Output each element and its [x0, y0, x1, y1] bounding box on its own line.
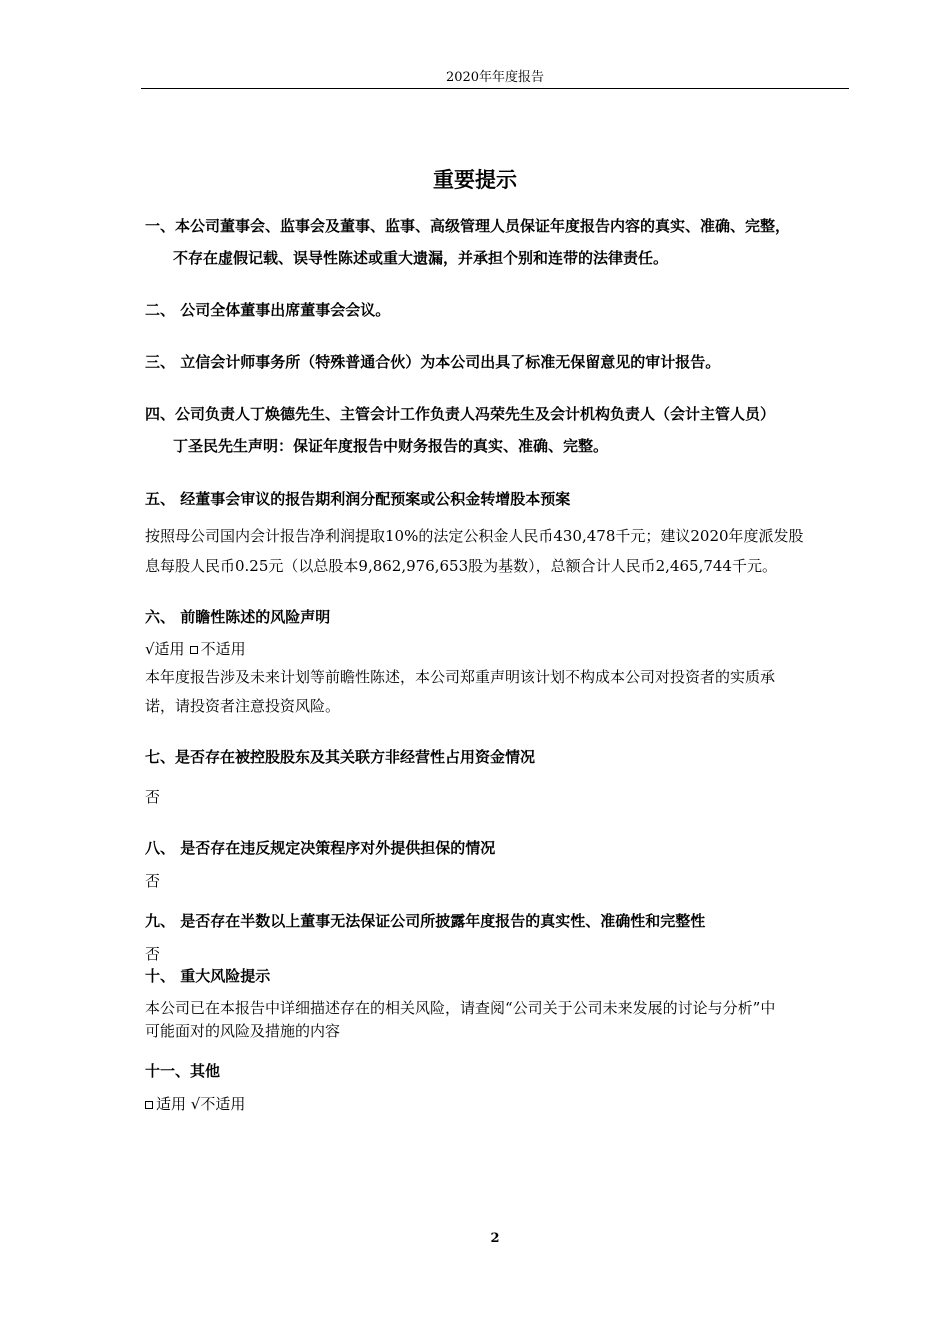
section-11-heading: 十一、其他	[145, 1062, 221, 1080]
applicable-checked-label: √适用	[145, 640, 185, 658]
section-4-line-2: 丁圣民先生声明：保证年度报告中财务报告的真实、准确、完整。	[173, 437, 609, 455]
section-10-line-2: 可能面对的风险及措施的内容	[145, 1022, 341, 1040]
section-1-line-1: 一、本公司董事会、监事会及董事、监事、高级管理人员保证年度报告内容的真实、准确、完整，	[145, 217, 791, 235]
page-title: 重要提示	[433, 167, 517, 192]
section-10-heading: 十、 重大风险提示	[145, 967, 271, 985]
section-7-heading: 七、是否存在被控股股东及其关联方非经营性占用资金情况	[145, 748, 536, 766]
applicable-label: 适用	[156, 1095, 187, 1113]
checkbox-empty-icon	[145, 1101, 153, 1109]
section-5-line-1: 按照母公司国内会计报告净利润提取10%的法定公积金人民币430,478千元；建议2020年度派发股	[145, 527, 804, 545]
section-6-options	[145, 639, 246, 659]
section-6-line-2: 诺，请投资者注意投资风险。	[145, 697, 341, 715]
section-7-answer: 否	[145, 788, 161, 806]
not-applicable-checked-label: √不适用	[190, 1095, 246, 1113]
section-8-answer: 否	[145, 872, 161, 890]
section-4-line-1: 四、公司负责人丁焕德先生、主管会计工作负责人冯荣先生及会计机构负责人（会计主管人员）	[145, 405, 776, 423]
section-5-line-2: 息每股人民币0.25元（以总股本9,862,976,653股为基数），总额合计人民币2,465,744千元。	[145, 557, 777, 575]
section-1-line-2: 不存在虚假记载、误导性陈述或重大遗漏，并承担个别和连带的法律责任。	[173, 249, 669, 267]
page-number: 2	[490, 1231, 500, 1246]
section-10-line-1: 本公司已在本报告中详细描述存在的相关风险，请查阅“公司关于公司未来发展的讨论与分析”中	[145, 999, 776, 1017]
section-9-heading: 九、 是否存在半数以上董事无法保证公司所披露年度报告的真实性、准确性和完整性	[145, 912, 706, 930]
section-3: 三、 立信会计师事务所（特殊普通合伙）为本公司出具了标准无保留意见的审计报告。	[145, 353, 721, 371]
section-11-options	[145, 1094, 245, 1114]
section-9-answer: 否	[145, 945, 161, 963]
section-6-heading: 六、 前瞻性陈述的风险声明	[145, 608, 331, 626]
header-rule	[141, 88, 849, 89]
section-2: 二、 公司全体董事出席董事会会议。	[145, 301, 391, 319]
checkbox-empty-icon	[190, 646, 198, 654]
section-5-heading: 五、 经董事会审议的报告期利润分配预案或公积金转增股本预案	[145, 490, 571, 508]
section-6-line-1: 本年度报告涉及未来计划等前瞻性陈述，本公司郑重声明该计划不构成本公司对投资者的实质承	[145, 668, 776, 686]
not-applicable-label: 不适用	[200, 640, 246, 658]
section-8-heading: 八、 是否存在违反规定决策程序对外提供担保的情况	[145, 839, 496, 857]
page-header: 2020年年度报告	[445, 70, 545, 85]
